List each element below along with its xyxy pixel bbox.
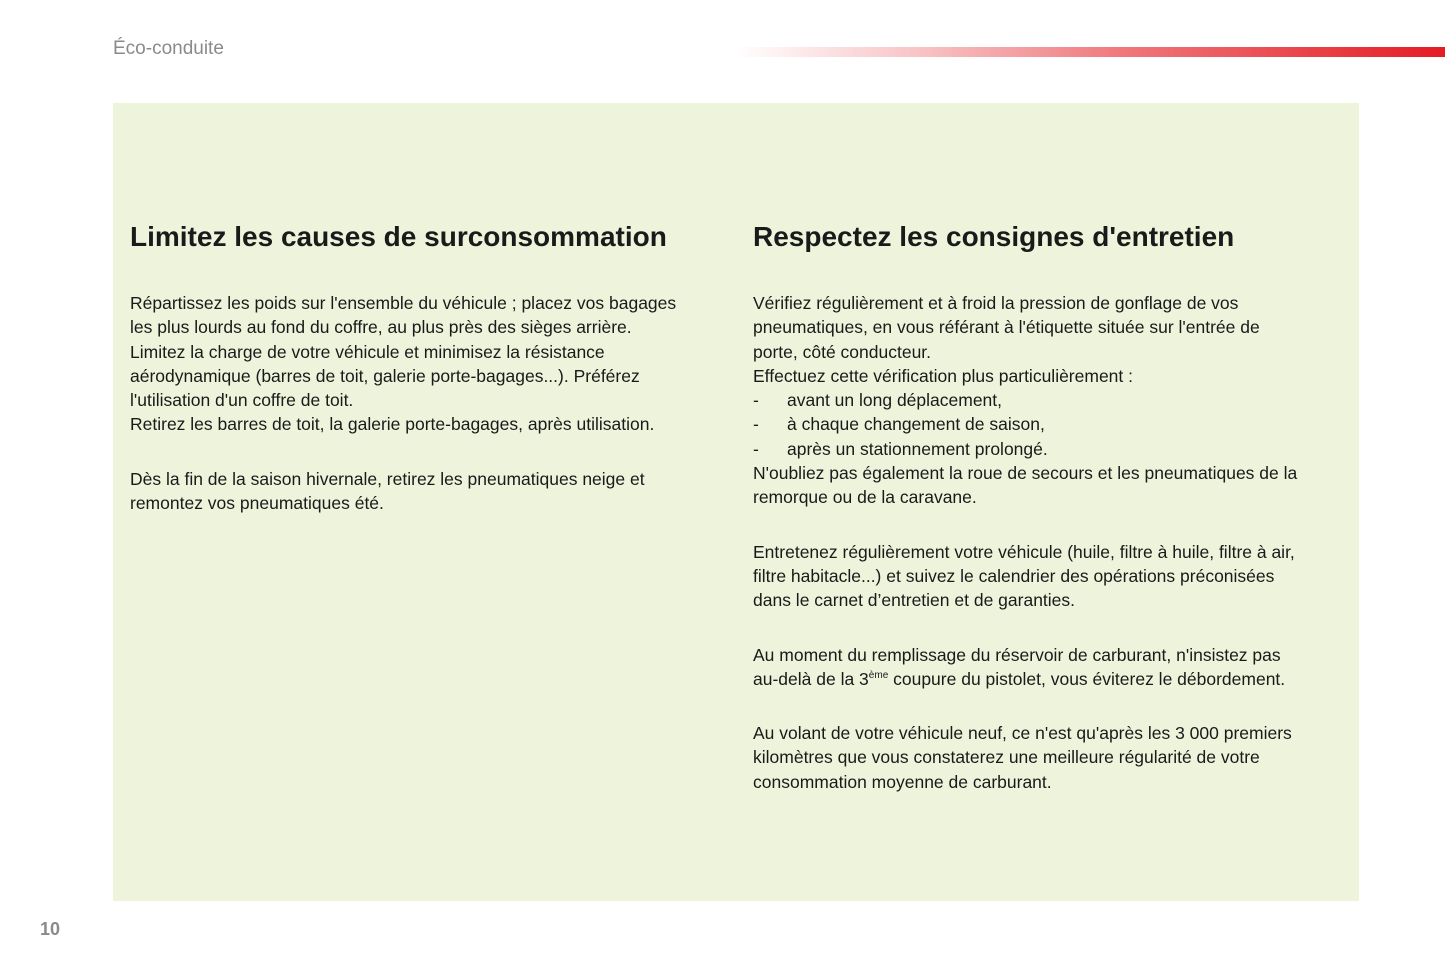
dash-list-text: après un stationnement prolongé.	[787, 438, 1048, 459]
dash-list-text: à chaque changement de saison,	[787, 414, 1045, 435]
dash-marker: -	[753, 438, 759, 459]
text-line: remorque ou de la caravane.	[753, 487, 977, 508]
right-paragraph-3	[753, 643, 1343, 692]
left-body	[130, 291, 720, 515]
text-line: pneumatiques, en vous référant à l'étiquette située sur l'entrée de	[753, 317, 1260, 338]
content-panel	[113, 103, 1359, 901]
text-line: kilomètres que vous constaterez une meilleure régularité de votre	[753, 747, 1260, 768]
text-line: porte, côté conducteur.	[753, 341, 932, 362]
text-line: N'oubliez pas également la roue de secours et les pneumatiques de la	[753, 463, 1298, 484]
page-number: 10	[40, 919, 61, 939]
left-heading: Limitez les causes de surconsommation	[130, 221, 667, 252]
dash-list-item	[753, 437, 1343, 461]
text-line: aérodynamique (barres de toit, galerie porte-bagages...). Préférez	[130, 365, 640, 386]
right-heading: Respectez les consignes d'entretien	[753, 221, 1235, 252]
text-line: dans le carnet d’entretien et de garanties.	[753, 590, 1076, 611]
dash-list-item	[753, 388, 1343, 412]
text-line: les plus lourds au fond du coffre, au plus près des sièges arrière.	[130, 317, 632, 338]
text-line: Vérifiez régulièrement et à froid la pression de gonflage de vos	[753, 293, 1239, 313]
right-body	[753, 291, 1343, 794]
text-line: Retirez les barres de toit, la galerie porte-bagages, après utilisation.	[130, 414, 655, 435]
text-line: Effectuez cette vérification plus particulièrement :	[753, 365, 1134, 386]
dash-list-item	[753, 412, 1343, 436]
text-line	[753, 667, 1343, 691]
paragraph-gap	[753, 510, 1343, 540]
text-line: Entretenez régulièrement votre véhicule (huile, filtre à huile, filtre à air,	[753, 541, 1295, 562]
text-fragment: coupure du pistolet, vous éviterez le débordement.	[888, 668, 1286, 689]
text-line: l'utilisation d'un coffre de toit.	[130, 390, 354, 411]
paragraph-gap	[753, 691, 1343, 721]
text-line: consommation moyenne de carburant.	[753, 771, 1052, 792]
left-paragraph-2	[130, 467, 720, 516]
text-fragment: au-delà de la 3	[753, 668, 869, 689]
right-paragraph-4	[753, 721, 1343, 794]
right-paragraph-1	[753, 291, 1343, 510]
text-line: Dès la fin de la saison hivernale, retirez les pneumatiques neige et	[130, 468, 645, 489]
ordinal-superscript: ème	[868, 669, 889, 681]
text-line: Au moment du remplissage du réservoir de carburant, n'insistez pas	[753, 644, 1281, 665]
text-line: Répartissez les poids sur l'ensemble du véhicule ; placez vos bagages	[130, 293, 677, 313]
paragraph-gap	[753, 613, 1343, 643]
dash-marker: -	[753, 390, 759, 411]
dash-list-text: avant un long déplacement,	[787, 390, 1003, 411]
header-accent-rule	[735, 47, 1445, 57]
text-line: filtre habitacle...) et suivez le calendrier des opérations préconisées	[753, 565, 1275, 586]
paragraph-gap	[130, 437, 720, 467]
dash-marker: -	[753, 414, 759, 435]
left-paragraph-1	[130, 291, 720, 437]
text-line: Limitez la charge de votre véhicule et minimisez la résistance	[130, 341, 605, 362]
right-paragraph-2	[753, 540, 1343, 613]
section-header: Éco-conduite	[113, 38, 224, 59]
text-line: Au volant de votre véhicule neuf, ce n'est qu'après les 3 000 premiers	[753, 723, 1292, 744]
text-line: remontez vos pneumatiques été.	[130, 493, 384, 514]
